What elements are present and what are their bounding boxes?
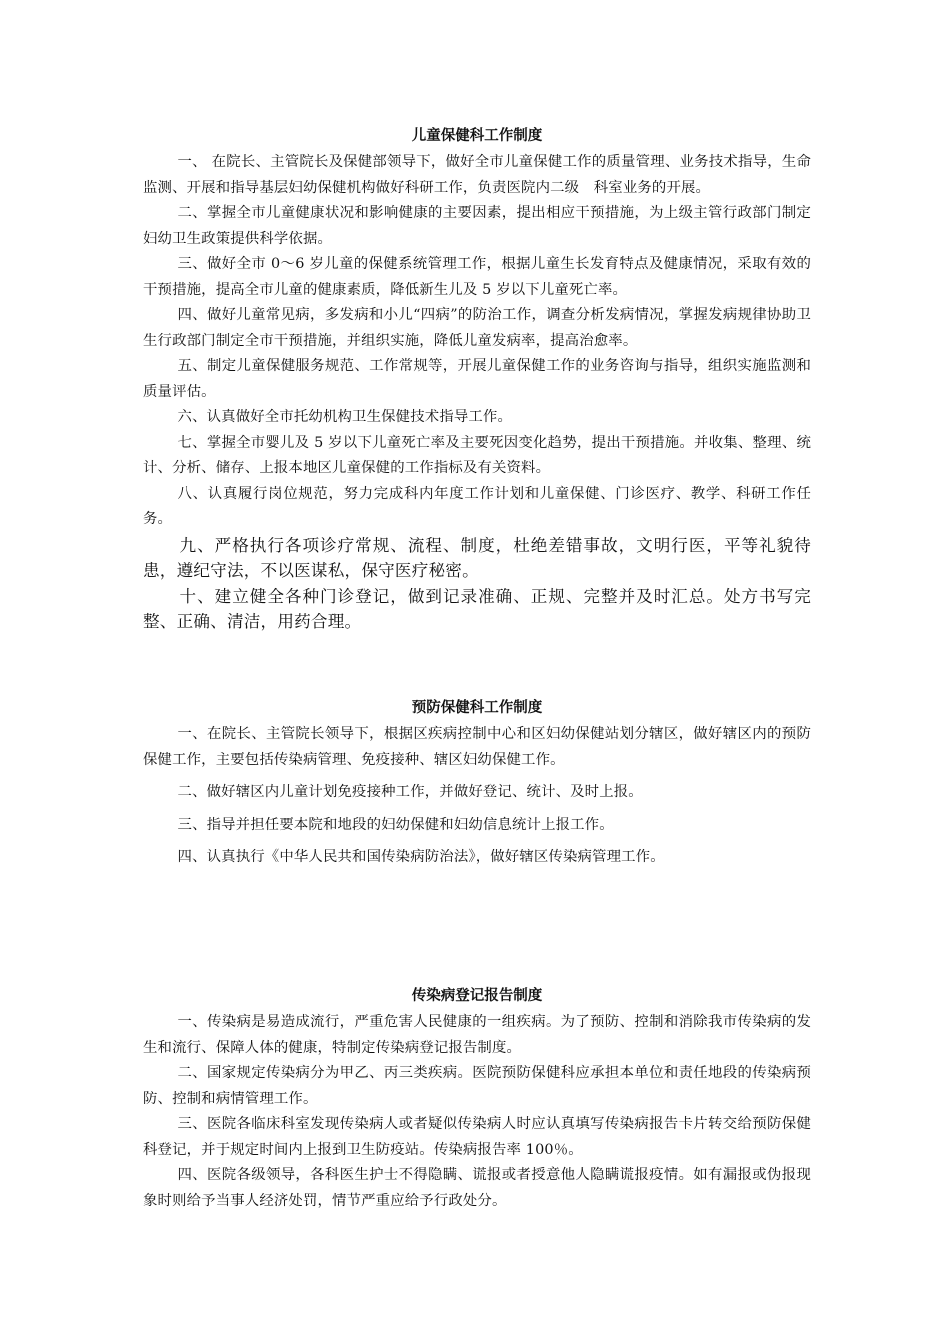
- section-title: 儿童保健科工作制度: [411, 128, 543, 144]
- paragraph: 二、国家规定传染病分为甲乙、丙三类疾病。医院预防保健科应承担本单位和责任地段的传染病预防、控制和病情管理工作。: [143, 1065, 811, 1107]
- paragraph: 十、建立健全各种门诊登记，做到记录准确、正规、完整并及时汇总。处方书写完整、正确、清洁，用药合理。: [143, 586, 811, 631]
- paragraph: 三、指导并担任要本院和地段的妇幼保健和妇幼信息统计上报工作。: [177, 816, 614, 833]
- section-infectious-disease-report-rules: [143, 984, 811, 1214]
- paragraph: 三、做好全市 0～6 岁儿童的保健系统管理工作，根据儿童生长发育特点及健康情况，采取有效的干预措施，提高全市儿童的健康素质，降低新生儿及 5 岁以下儿童死亡率。: [143, 256, 811, 298]
- paragraph: 三、医院各临床科室发现传染病人或者疑似传染病人时应认真填写传染病报告卡片转交给预防保健科登记，并于规定时间内上报到卫生防疫站。传染病报告率 100％。: [143, 1116, 811, 1158]
- paragraph: 一、在院长、主管院长领导下，根据区疾病控制中心和区妇幼保健站划分辖区，做好辖区内的预防保健工作，主要包括传染病管理、免疫接种、辖区妇幼保健工作。: [143, 726, 811, 768]
- paragraph: 四、认真执行《中华人民共和国传染病防治法》，做好辖区传染病管理工作。: [177, 849, 665, 865]
- paragraph: 二、掌握全市儿童健康状况和影响健康的主要因素，提出相应干预措施，为上级主管行政部门制定妇幼卫生政策提供科学依据。: [143, 205, 811, 247]
- section-title: 预防保健科工作制度: [411, 700, 543, 716]
- paragraph: 六、认真做好全市托幼机构卫生保健技术指导工作。: [177, 409, 512, 425]
- paragraph: 四、医院各级领导，各科医生护士不得隐瞒、谎报或者授意他人隐瞒谎报疫情。如有漏报或伪报现象时则给予当事人经济处罚，情节严重应给予行政处分。: [143, 1167, 811, 1209]
- paragraph: 七、掌握全市婴儿及 5 岁以下儿童死亡率及主要死因变化趋势，提出干预措施。并收集、整理、统计、分析、储存、上报本地区儿童保健的工作指标及有关资料。: [143, 434, 811, 476]
- paragraph: 二、做好辖区内儿童计划免疫接种工作，并做好登记、统计、及时上报。: [177, 784, 643, 800]
- paragraph: 五、制定儿童保健服务规范、工作常规等，开展儿童保健工作的业务咨询与指导，组织实施监测和质量评估。: [143, 358, 811, 400]
- section-child-health-rules: [143, 124, 811, 635]
- section-preventive-health-rules: [143, 696, 811, 878]
- section-title: 传染病登记报告制度: [411, 988, 543, 1004]
- paragraph: 一、传染病是易造成流行，严重危害人民健康的一组疾病。为了预防、控制和消除我市传染病的发生和流行、保障人体的健康，特制定传染病登记报告制度。: [143, 1014, 811, 1056]
- paragraph: 四、做好儿童常见病，多发病和小儿“四病”的防治工作，调查分析发病情况，掌握发病规律协助卫生行政部门制定全市干预措施，并组织实施，降低儿童发病率，提高治愈率。: [143, 307, 811, 349]
- paragraph: 一、 在院长、主管院长及保健部领导下，做好全市儿童保健工作的质量管理、业务技术指导，生命监测、开展和指导基层妇幼保健机构做好科研工作，负责医院内二级 科室业务的开展。: [143, 154, 811, 196]
- paragraph: 八、认真履行岗位规范，努力完成科内年度工作计划和儿童保健、门诊医疗、教学、科研工作任务。: [143, 485, 811, 527]
- paragraph: 九、严格执行各项诊疗常规、流程、制度，杜绝差错事故，文明行医，平等礼貌待患，遵纪守法，不以医谋私，保守医疗秘密。: [143, 535, 811, 580]
